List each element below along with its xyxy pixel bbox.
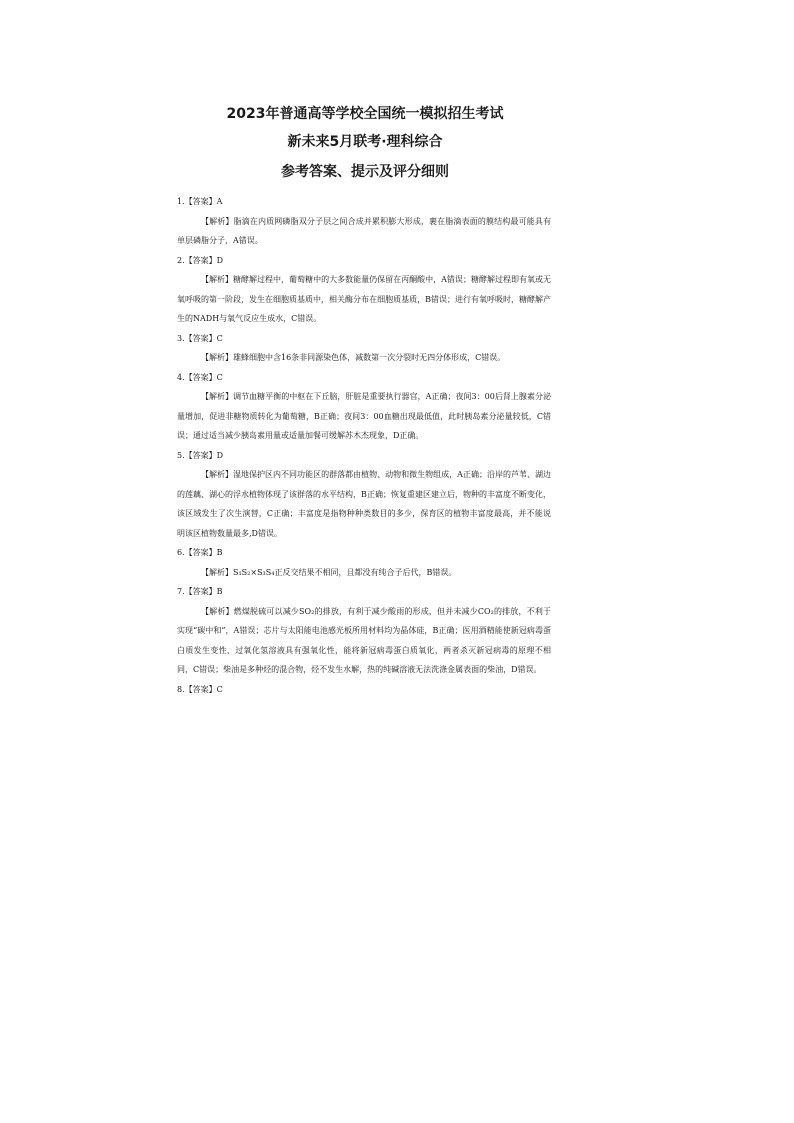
answer-explanation: 【解析】S₁S₂×S₃S₄正反交结果不相同，且都没有纯合子后代，B错误。: [201, 567, 457, 577]
answer-explanation: 【解析】糖酵解过程中，葡萄糖中的大多数能量仍保留在丙酮酸中，A错误；糖酵解过程即有氧或无氧呼吸的第一阶段，发生在细胞质基质中，相关酶分布在细胞质基质，B错误；进行有氧呼吸时，糖酵解产生的NADH与氧气反应生成水，C错误。: [177, 275, 551, 323]
answer-label: 5.【答案】D: [177, 450, 224, 460]
answer-explanation: 【解析】脂滴在内质网磷脂双分子层之间合成并累积膨大形成，裹在脂滴表面的膜结构最可能具有单层磷脂分子，A错误。: [177, 216, 551, 245]
answer-label: 2.【答案】D: [177, 255, 224, 265]
answer-list: [177, 192, 551, 699]
exam-title: 2023年普通高等学校全国统一模拟招生考试: [226, 106, 504, 122]
answer-label: 3.【答案】C: [177, 333, 223, 343]
answer-item: [177, 446, 551, 544]
answer-explanation: 【解析】雄蜂细胞中含16条非同源染色体，减数第一次分裂时无四分体形成，C错误。: [201, 353, 506, 362]
answer-label: 1.【答案】A: [177, 197, 223, 206]
document-title: 参考答案、提示及评分细则: [281, 164, 449, 180]
answer-item: [177, 543, 551, 582]
answer-item: [177, 680, 551, 700]
answer-label: 6.【答案】B: [177, 548, 223, 557]
answer-explanation: 【解析】燃煤脱硫可以减少SO₂的排放，有利于减少酸雨的形成，但并未减少CO₂的排放，不利于实现“碳中和”，A错误；芯片与太阳能电池感光板所用材料均为晶体硅，B正确；医用酒精能使新冠病毒蛋白质发生变性，过氧化氢溶液具有强氧化性，能将新冠病毒蛋白质氧化，两者杀灭新冠病毒的原理不相同，C错误；柴油是多种烃的混合物，烃不发生水解，热的纯碱溶液无法洗涤金属表面的柴油，D错误。: [177, 606, 551, 674]
answer-label: 4.【答案】C: [177, 372, 223, 382]
answer-item: [177, 329, 551, 368]
answer-item: [177, 192, 551, 251]
answer-explanation: 【解析】调节血糖平衡的中枢在下丘脑，肝脏是重要执行器官，A正确；夜间3：00后肾上腺素分泌量增加，促进非糖物质转化为葡萄糖，B正确；夜间3：00血糖出现最低值，此时胰岛素分泌量较低，C错误；通过适当减少胰岛素用量或适量加餐可缓解苏木杰现象，D正确。: [177, 392, 551, 440]
answer-item: [177, 368, 551, 446]
answer-explanation: 【解析】湿地保护区内不同功能区的群落都由植物、动物和微生物组成，A正确；沿岸的芦苇、湖边的莲藕、湖心的浮水植物体现了该群落的水平结构，B正确；恢复重建区建立后，物种的丰富度不断变化，该区域发生了次生演替，C正确；丰富度是指物种种类数目的多少，保育区的植物丰富度最高，并不能说明该区植物数量最多,D错误。: [177, 470, 551, 538]
answer-item: [177, 251, 551, 329]
exam-subtitle: 新未来5月联考·理科综合: [287, 134, 443, 150]
answer-label: 8.【答案】C: [177, 684, 223, 694]
answer-item: [177, 582, 551, 680]
answer-label: 7.【答案】B: [177, 587, 223, 596]
